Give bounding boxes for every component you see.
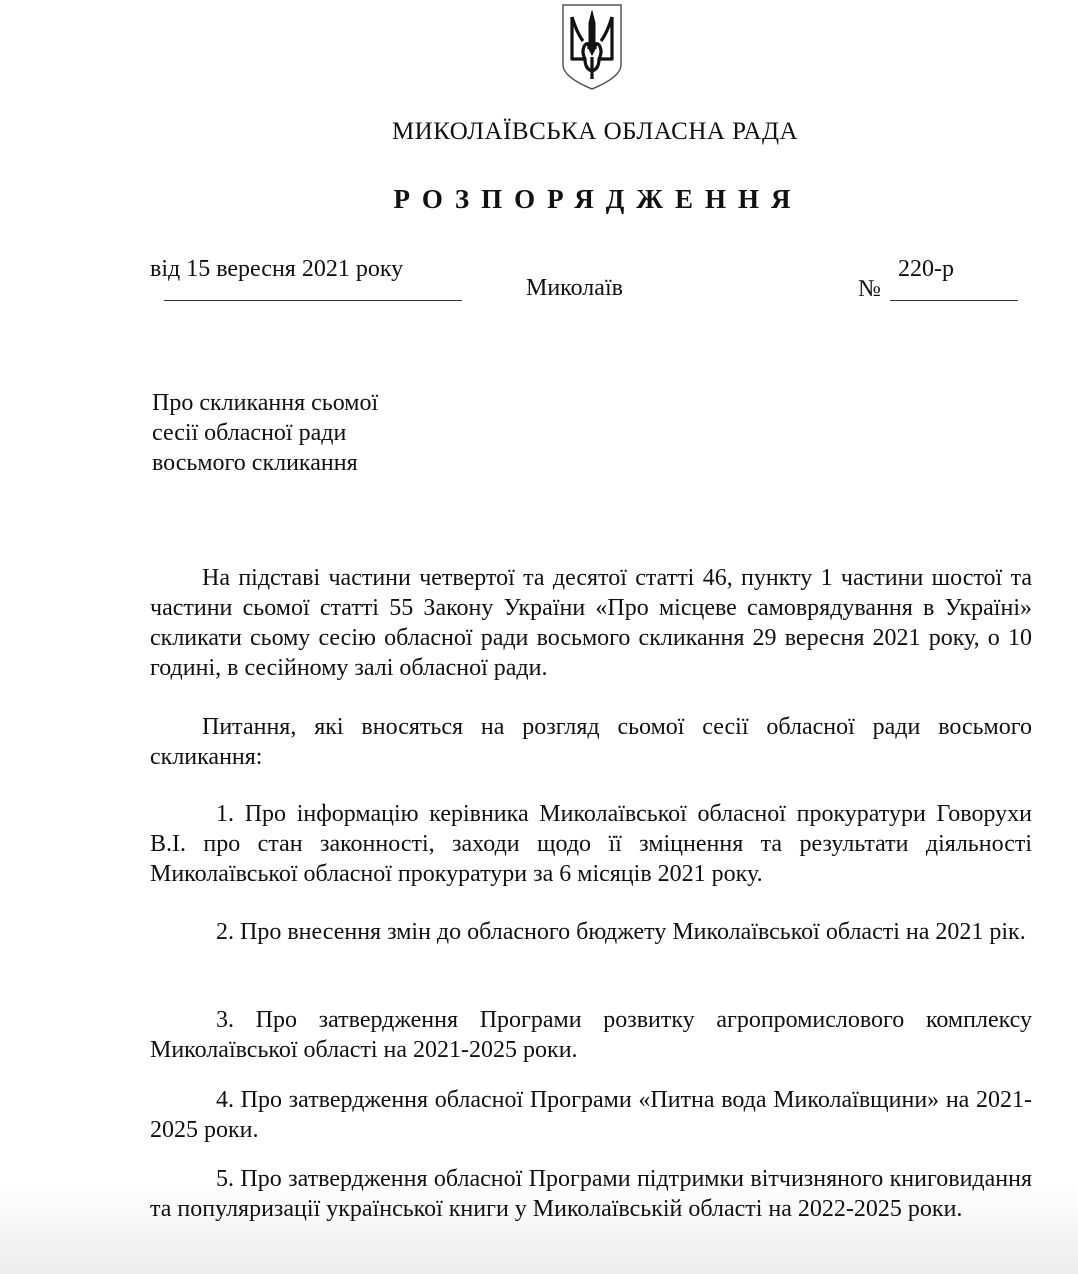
subject-line: Про скликання сьомої (152, 390, 379, 416)
agenda-item: 2. Про внесення змін до обласного бюджету Миколаївської області на 2021 рік. (216, 919, 1026, 945)
document-number: 220-р (898, 256, 954, 282)
number-underline (890, 300, 1018, 301)
agenda-item: 4. Про затвердження обласної Програми «Питна вода Миколаївщини» на 2021-2025 роки. (150, 1087, 1032, 1143)
document-type-title: РОЗПОРЯДЖЕННЯ (393, 184, 803, 214)
agenda-item: 1. Про інформацію керівника Миколаївської обласної прокуратури Говорухи В.І. про стан законності, заходи щодо її зміцнення та результати діяльності Миколаївської обласної прокуратури за 6 місяців 2021 року. (150, 801, 1032, 887)
body-paragraph: Питання, які вносяться на розгляд сьомої сесії обласної ради восьмого скликання: (150, 714, 1032, 770)
body-paragraph: На підставі частини четвертої та десятої статті 46, пункту 1 частини шостої та частини сьомої статті 55 Закону України «Про місцеве самоврядування в Україні» скликати сьому сесію обласної ради восьмого скликання 29 вересня 2021 року, о 10 годині, в сесійному залі обласної ради. (150, 565, 1032, 681)
document-date: від 15 вересня 2021 року (150, 256, 404, 282)
date-underline (164, 300, 462, 301)
agenda-item: 3. Про затвердження Програми розвитку агропромислового комплексу Миколаївської області на 2021-2025 роки. (150, 1007, 1032, 1063)
document-city: Миколаїв (526, 275, 623, 301)
document-subject (152, 388, 378, 478)
number-sign: № (858, 276, 881, 302)
trident-coat-of-arms-icon (561, 3, 623, 91)
subject-line: сесії обласної ради (152, 420, 347, 446)
subject-line: восьмого скликання (152, 450, 358, 476)
agenda-item: 5. Про затвердження обласної Програми підтримки вітчизняного книговидання та популяризації української книги у Миколаївській області на 2022-2025 роки. (150, 1166, 1032, 1222)
council-name: МИКОЛАЇВСЬКА ОБЛАСНА РАДА (391, 118, 799, 145)
